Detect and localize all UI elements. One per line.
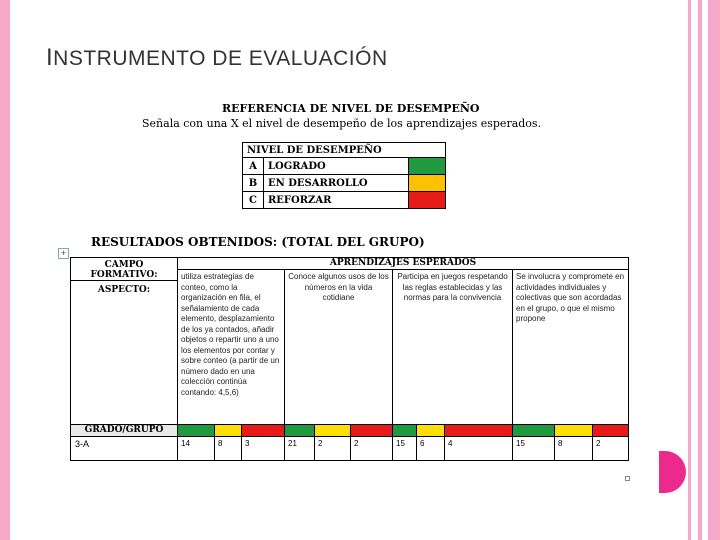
level-bar-logradoo <box>178 425 215 437</box>
aprendizaje-description: Se involucra y compromete en actividades individuales y colectivas que son acordadas en el grupo, o que el mismo propone <box>513 270 629 425</box>
level-color-swatch <box>409 158 446 175</box>
level-color-swatch <box>409 192 446 209</box>
aspecto-label: ASPECTO: <box>71 281 178 425</box>
level-bar-logrado <box>285 425 315 437</box>
result-value: 8 <box>215 437 242 461</box>
results-title: RESULTADOS OBTENIDOS: (TOTAL DEL GRUPO) <box>91 235 425 249</box>
decor-half-circle <box>659 451 686 493</box>
result-value: 2 <box>593 437 629 461</box>
right-decor-stripe <box>698 0 702 540</box>
result-value: 21 <box>285 437 315 461</box>
table-move-handle-icon[interactable]: + <box>58 248 69 259</box>
result-value: 6 <box>417 437 445 461</box>
title-rest: NSTRUMENTO DE EVALUACIÓN <box>53 47 388 70</box>
reference-title: REFERENCIA DE NIVEL DE DESEMPEÑO <box>222 102 480 115</box>
title-first-letter: I <box>46 44 54 71</box>
level-bar-en-desarrollo <box>215 425 242 437</box>
level-bar-reforzar <box>593 425 629 437</box>
result-value: 8 <box>555 437 593 461</box>
level-bar-reforzar <box>242 425 285 437</box>
left-decor-stripe <box>0 0 10 540</box>
slide-title <box>46 44 388 72</box>
level-row-b <box>243 175 446 192</box>
aprendizajes-header: APRENDIZAJES ESPERADOS <box>178 258 629 270</box>
grado-grupo-label: GRADO/GRUPO <box>71 425 178 437</box>
level-color-swatch <box>409 175 446 192</box>
level-label: REFORZAR <box>264 192 409 209</box>
level-bar-reforzar <box>351 425 393 437</box>
level-row-a <box>243 158 446 175</box>
result-value: 15 <box>513 437 555 461</box>
results-table <box>70 257 629 461</box>
reference-subtitle: Señala con una X el nivel de desempeño de los aprendizajes esperados. <box>142 117 542 130</box>
aprendizaje-description: Conoce algunos usos de los números en la vida cotidiane <box>285 270 393 425</box>
level-bar-en-desarrollo <box>315 425 351 437</box>
result-value: 15 <box>393 437 417 461</box>
result-value: 3 <box>242 437 285 461</box>
level-bar-en-desarrollo <box>417 425 445 437</box>
result-value: 2 <box>315 437 351 461</box>
level-label: LOGRADO <box>264 158 409 175</box>
performance-level-table <box>242 142 446 209</box>
level-bar-logrado <box>513 425 555 437</box>
campo-formativo-label: CAMPO FORMATIVO: <box>71 258 178 281</box>
result-value: 14 <box>178 437 215 461</box>
group-name: 3-A <box>71 437 178 461</box>
levels-header: NIVEL DE DESEMPEÑO <box>243 143 446 158</box>
right-decor-stripe <box>688 0 691 540</box>
level-bar-en-desarrollo <box>555 425 593 437</box>
table-resize-handle[interactable] <box>625 476 630 481</box>
level-label: EN DESARROLLO <box>264 175 409 192</box>
level-bar-reforzar <box>445 425 513 437</box>
table-row <box>71 437 629 461</box>
level-letter: C <box>243 192 264 209</box>
aprendizaje-description: Participa en juegos respetando las reglas establecidas y las normas para la convivencia <box>393 270 513 425</box>
result-value: 2 <box>351 437 393 461</box>
level-letter: A <box>243 158 264 175</box>
right-decor-stripe <box>708 0 720 540</box>
level-bar-logrado <box>393 425 417 437</box>
aprendizaje-description: utiliza estrategias de conteo, como la organización en fila, el señalamiento de cada elemento, desplazamiento de los ya contados, añadir objetos o repartir uno a uno los elementos por contar y sobre conteo (a partir de un número dado en una colección continúa contando: 4,5,6) <box>178 270 285 425</box>
level-row-c <box>243 192 446 209</box>
level-letter: B <box>243 175 264 192</box>
result-value: 4 <box>445 437 513 461</box>
